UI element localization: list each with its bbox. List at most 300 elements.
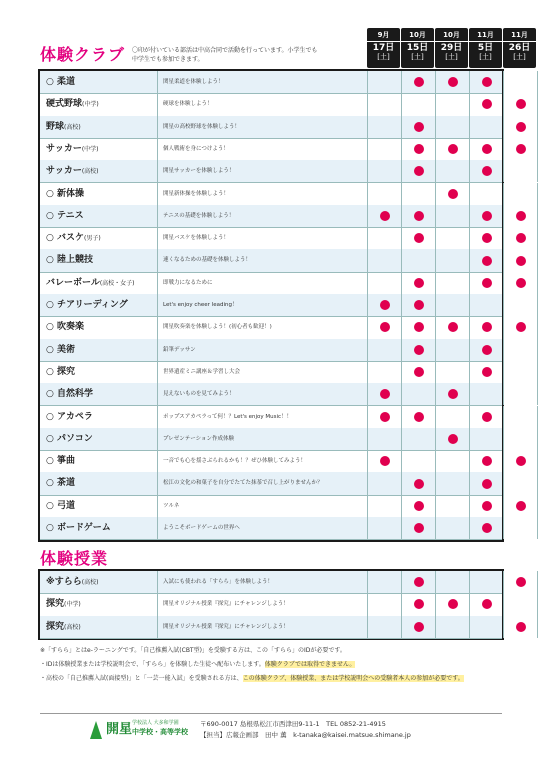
row-name-sub: (高校) <box>81 579 99 586</box>
table-row <box>40 205 502 228</box>
row-name-sub: (高校) <box>81 168 99 176</box>
table-row <box>40 272 502 295</box>
date-wd: [土] <box>377 53 390 61</box>
row-name-text: サッカー <box>46 166 82 177</box>
row-description: ポップスアカペラって何！？Let's enjoy Music！！ <box>158 406 368 428</box>
row-name-text: ○ 箏曲 <box>46 456 75 467</box>
row-description: 開星サッカーを体験しよう！ <box>158 160 368 182</box>
date-cell <box>436 316 470 338</box>
date-cell <box>470 450 504 472</box>
table-row <box>40 227 502 250</box>
row-name-sub: (中学) <box>82 101 99 109</box>
row-description: 開星新体操を体験しよう！ <box>158 183 368 205</box>
row-name <box>40 71 158 93</box>
date-cell <box>436 361 470 383</box>
available-dot-icon <box>448 434 458 444</box>
available-dot-icon <box>482 456 492 466</box>
row-description: 関星柔道を体験しよう！ <box>158 71 368 93</box>
table-row <box>40 116 502 139</box>
school-corp: 学校法人 大多和学園 <box>132 720 179 726</box>
row-name-text: バレーボール <box>46 277 100 288</box>
date-cell <box>402 183 436 205</box>
date-cell <box>470 383 504 405</box>
row-name-sub: (高校・女子) <box>99 279 135 287</box>
row-description: 即戦力になるために <box>158 272 368 294</box>
available-dot-icon <box>516 456 526 466</box>
row-description: 速くなるための基礎を体験しよう！ <box>158 249 368 271</box>
available-dot-icon <box>516 99 526 109</box>
lesson-table <box>38 569 504 640</box>
date-cell <box>402 495 436 517</box>
date-cell <box>436 138 470 160</box>
row-name-sub: (男子) <box>84 235 101 243</box>
date-day: 15日 <box>406 43 429 53</box>
available-dot-icon <box>414 300 424 310</box>
available-dot-icon <box>482 144 492 154</box>
date-cell <box>402 227 436 249</box>
date-cell <box>470 205 504 227</box>
date-cell <box>436 183 470 205</box>
date-cell <box>470 272 504 294</box>
row-name <box>40 138 158 160</box>
date-cell <box>436 205 470 227</box>
date-cell <box>368 71 402 93</box>
date-cell <box>368 116 402 138</box>
available-dot-icon <box>414 77 424 87</box>
row-name <box>40 249 158 271</box>
row-description: 鉛筆デッサン <box>158 339 368 361</box>
date-cell <box>504 205 538 227</box>
table-row <box>40 450 502 473</box>
date-cell <box>402 361 436 383</box>
date-cell <box>436 249 470 271</box>
available-dot-icon <box>380 389 390 399</box>
date-cell <box>402 517 436 539</box>
available-dot-icon <box>516 233 526 243</box>
date-cell <box>368 316 402 338</box>
date-cell <box>470 316 504 338</box>
date-cell <box>402 472 436 494</box>
row-name <box>40 472 158 494</box>
row-description: 世界遺産ミニ講座＆学習し大会 <box>158 361 368 383</box>
date-cell <box>368 450 402 472</box>
date-cell <box>504 227 538 249</box>
row-name <box>40 205 158 227</box>
row-description: ようこそボードゲームの世界へ <box>158 517 368 539</box>
date-header-4 <box>503 28 536 68</box>
date-wd: [土] <box>513 53 526 61</box>
date-day: 5日 <box>477 43 494 53</box>
date-cell <box>470 593 504 615</box>
available-dot-icon <box>482 99 492 109</box>
available-dot-icon <box>380 456 390 466</box>
row-name-text: ○ 弓道 <box>46 500 75 511</box>
available-dot-icon <box>414 622 424 632</box>
date-cell <box>470 616 504 638</box>
available-dot-icon <box>448 189 458 199</box>
row-name-text: ※すらら <box>46 577 82 587</box>
date-cell <box>470 294 504 316</box>
available-dot-icon <box>380 211 390 221</box>
date-cell <box>504 93 538 115</box>
row-description: 開星吹奏楽を体験しよう！(初心者も歓迎！) <box>158 316 368 338</box>
date-cell <box>368 406 402 428</box>
date-cell <box>504 138 538 160</box>
school-name: 中学校・高等学校 <box>132 728 188 736</box>
available-dot-icon <box>414 479 424 489</box>
row-name <box>40 116 158 138</box>
available-dot-icon <box>482 166 492 176</box>
row-name-sub: (高校) <box>64 123 81 131</box>
date-cell <box>402 138 436 160</box>
date-month: 11月 <box>469 30 502 42</box>
available-dot-icon <box>414 367 424 377</box>
date-cell <box>368 272 402 294</box>
row-name-sub: (高校) <box>64 623 81 631</box>
available-dot-icon <box>448 322 458 332</box>
row-name <box>40 227 158 249</box>
date-cell <box>436 517 470 539</box>
row-name-text: 探究 <box>46 621 65 632</box>
date-cell <box>368 495 402 517</box>
available-dot-icon <box>448 77 458 87</box>
row-name <box>40 593 158 615</box>
row-name-text: ○ バスケ <box>46 233 84 244</box>
date-cell <box>368 339 402 361</box>
table-row <box>40 571 502 594</box>
date-cell <box>402 316 436 338</box>
date-cell <box>470 428 504 450</box>
available-dot-icon <box>516 322 526 332</box>
row-name-text: ○ 新体操 <box>46 188 84 199</box>
date-cell <box>504 593 538 615</box>
date-cell <box>368 160 402 182</box>
row-name-text: 硬式野球 <box>46 99 83 110</box>
row-name-text: ○ ボードゲーム <box>46 523 111 533</box>
row-description: 一音でも心を揺さぶられるかも！？ぜひ体験してみよう！ <box>158 450 368 472</box>
date-header-1 <box>401 28 434 68</box>
lesson-title: 体験授業 <box>40 549 109 568</box>
club-note: 〇印が付いている部活は中高合同で活動を行っています。小学生でも中学生でも参加できます。 <box>132 47 318 63</box>
date-cell <box>470 249 504 271</box>
date-cell <box>504 249 538 271</box>
table-row <box>40 316 502 339</box>
date-cell <box>470 571 504 593</box>
row-description: 入試にも使われる「すらら」を体験しよう！ <box>158 571 368 593</box>
date-cell <box>504 183 538 205</box>
date-cell <box>436 593 470 615</box>
address: 〒690-0017 島根県松江市西津田9-11-1 TEL 0852-21-4915 <box>200 720 386 728</box>
club-table <box>38 69 504 542</box>
available-dot-icon <box>414 211 424 221</box>
date-cell <box>504 616 538 638</box>
row-name <box>40 183 158 205</box>
notes <box>40 644 464 686</box>
contact-person: 【担当】広報企画部 田中 薫 k-tanaka@kaisei.matsue.shimane.jp <box>200 731 411 739</box>
table-row <box>40 361 502 384</box>
date-cell <box>402 205 436 227</box>
available-dot-icon <box>482 256 492 266</box>
date-cell <box>436 495 470 517</box>
row-name-text: ○ 陸上競技 <box>46 255 93 266</box>
row-description: 松江の文化の和菓子を自分でたてた抹茶で召し上がりませんか？ <box>158 472 368 494</box>
date-cell <box>368 383 402 405</box>
row-name-text: ○ 吹奏楽 <box>46 322 84 333</box>
date-cell <box>436 472 470 494</box>
date-cell <box>368 205 402 227</box>
row-name-text: ○ アカペラ <box>46 411 93 422</box>
table-row <box>40 160 502 183</box>
available-dot-icon <box>482 278 492 288</box>
available-dot-icon <box>448 389 458 399</box>
date-cell <box>402 93 436 115</box>
date-cell <box>368 571 402 593</box>
date-cell <box>470 361 504 383</box>
table-row <box>40 71 502 94</box>
note-id: ・IDは体験授業または学校説明会で、「すらら」を体験した生徒へ配布いたします。体験クラブでは取得できません。 <box>40 661 356 668</box>
available-dot-icon <box>380 322 390 332</box>
row-name-text: ○ 柔道 <box>46 77 75 87</box>
date-cell <box>436 116 470 138</box>
date-cell <box>402 593 436 615</box>
available-dot-icon <box>482 501 492 511</box>
table-row <box>40 517 502 540</box>
footer-divider <box>40 713 502 714</box>
date-cell <box>368 472 402 494</box>
date-wd: [土] <box>445 53 458 61</box>
date-cell <box>504 116 538 138</box>
date-cell <box>436 339 470 361</box>
note-surara: ※「すらら」とはe-ラーニングです。「自己推薦入試(CBT型)」を受験する方は、この「すらら」のIDが必要です。 <box>40 647 346 654</box>
available-dot-icon <box>516 622 526 632</box>
date-cell <box>504 272 538 294</box>
available-dot-icon <box>414 322 424 332</box>
date-cell <box>470 160 504 182</box>
available-dot-icon <box>414 577 424 587</box>
row-description: 開星オリジナル授業『探究』にチャレンジしよう！ <box>158 593 368 615</box>
date-cell <box>402 160 436 182</box>
date-cell <box>436 93 470 115</box>
row-name <box>40 272 158 294</box>
date-cell <box>436 383 470 405</box>
date-day: 26日 <box>508 43 531 53</box>
row-name <box>40 571 158 593</box>
available-dot-icon <box>482 367 492 377</box>
row-description: ツルネ <box>158 495 368 517</box>
table-row <box>40 339 502 362</box>
date-cell <box>436 160 470 182</box>
contact-info <box>200 719 411 741</box>
row-name <box>40 383 158 405</box>
date-wd: [土] <box>411 53 424 61</box>
date-cell <box>368 93 402 115</box>
date-day: 29日 <box>440 43 463 53</box>
date-cell <box>368 227 402 249</box>
club-title: 体験クラブ <box>40 45 126 64</box>
available-dot-icon <box>448 144 458 154</box>
date-cell <box>470 472 504 494</box>
date-header-2 <box>435 28 468 68</box>
date-cell <box>402 272 436 294</box>
row-name <box>40 450 158 472</box>
row-name <box>40 616 158 638</box>
row-name <box>40 339 158 361</box>
row-name-text: ○ 茶道 <box>46 478 75 489</box>
row-name <box>40 160 158 182</box>
date-cell <box>402 116 436 138</box>
row-name <box>40 517 158 539</box>
date-cell <box>470 517 504 539</box>
row-name <box>40 428 158 450</box>
available-dot-icon <box>414 345 424 355</box>
date-month: 10月 <box>435 30 468 42</box>
available-dot-icon <box>414 412 424 422</box>
date-wd: [土] <box>479 53 492 61</box>
row-description: プレゼンテーション作成体験 <box>158 428 368 450</box>
table-row <box>40 593 502 616</box>
table-row <box>40 183 502 206</box>
date-cell <box>402 249 436 271</box>
date-cell <box>368 593 402 615</box>
date-cell <box>436 272 470 294</box>
date-cell <box>402 571 436 593</box>
available-dot-icon <box>482 322 492 332</box>
date-cell <box>402 406 436 428</box>
available-dot-icon <box>414 501 424 511</box>
date-header-0 <box>367 28 400 68</box>
table-row <box>40 428 502 451</box>
row-name-text: ○ 探究 <box>46 366 75 377</box>
available-dot-icon <box>482 211 492 221</box>
table-row <box>40 616 502 639</box>
date-cell <box>368 517 402 539</box>
row-name-text: ○ テニス <box>46 210 84 221</box>
date-cell <box>470 116 504 138</box>
available-dot-icon <box>482 77 492 87</box>
row-name <box>40 316 158 338</box>
available-dot-icon <box>516 211 526 221</box>
row-name <box>40 495 158 517</box>
date-cell <box>504 383 538 405</box>
available-dot-icon <box>414 599 424 609</box>
available-dot-icon <box>414 278 424 288</box>
row-name-text: ○ 自然科学 <box>46 389 93 400</box>
row-name-text: ○ チアリーディング <box>46 300 128 310</box>
date-cell <box>504 294 538 316</box>
available-dot-icon <box>448 599 458 609</box>
available-dot-icon <box>516 501 526 511</box>
date-cell <box>402 450 436 472</box>
date-cell <box>402 339 436 361</box>
available-dot-icon <box>482 412 492 422</box>
available-dot-icon <box>414 122 424 132</box>
date-cell <box>436 616 470 638</box>
date-day: 17日 <box>372 43 395 53</box>
available-dot-icon <box>414 523 424 533</box>
available-dot-icon <box>482 599 492 609</box>
available-dot-icon <box>516 122 526 132</box>
date-cell <box>504 517 538 539</box>
table-row <box>40 495 502 518</box>
date-cell <box>504 571 538 593</box>
date-header-3 <box>469 28 502 68</box>
table-row <box>40 138 502 161</box>
row-name <box>40 361 158 383</box>
date-month: 9月 <box>367 30 400 42</box>
table-row <box>40 294 502 317</box>
date-cell <box>470 183 504 205</box>
available-dot-icon <box>516 278 526 288</box>
table-row <box>40 472 502 495</box>
date-month: 11月 <box>503 30 536 42</box>
date-cell <box>368 428 402 450</box>
row-name-text: 探究 <box>46 599 65 610</box>
available-dot-icon <box>482 479 492 489</box>
date-cell <box>504 472 538 494</box>
row-description: 見えないものを見てみよう！ <box>158 383 368 405</box>
row-description: Let's enjoy cheer leading！ <box>158 294 368 316</box>
date-cell <box>470 138 504 160</box>
date-cell <box>436 406 470 428</box>
row-name <box>40 93 158 115</box>
row-description: テニスの基礎を体験しよう！ <box>158 205 368 227</box>
date-cell <box>368 616 402 638</box>
available-dot-icon <box>482 233 492 243</box>
table-row <box>40 383 502 406</box>
available-dot-icon <box>414 144 424 154</box>
date-cell <box>402 383 436 405</box>
row-description: 個人戦術を身につけよう！ <box>158 138 368 160</box>
date-cell <box>436 571 470 593</box>
table-row <box>40 406 502 429</box>
date-cell <box>368 183 402 205</box>
row-name-text: ○ 美術 <box>46 344 75 355</box>
available-dot-icon <box>414 233 424 243</box>
date-cell <box>504 428 538 450</box>
available-dot-icon <box>516 144 526 154</box>
row-name-sub: (中学) <box>64 601 81 609</box>
row-description: 開星の高校野球を体験しよう！ <box>158 116 368 138</box>
available-dot-icon <box>414 166 424 176</box>
date-cell <box>368 361 402 383</box>
available-dot-icon <box>482 345 492 355</box>
row-name-text: ○ パソコン <box>46 433 93 444</box>
available-dot-icon <box>482 523 492 533</box>
table-row <box>40 93 502 116</box>
row-description: 硬球を体験しよう！ <box>158 93 368 115</box>
date-cell <box>402 428 436 450</box>
date-cell <box>504 450 538 472</box>
date-cell <box>470 406 504 428</box>
date-cell <box>504 316 538 338</box>
note-exam: ・高校の「自己推薦入試(面接型)」と「一芸一能入試」を受験される方は、この体験クラブ、体験授業、または学校説明会への受験者本人の参加が必要です。 <box>40 675 464 682</box>
row-name <box>40 294 158 316</box>
date-cell <box>368 249 402 271</box>
date-cell <box>470 93 504 115</box>
available-dot-icon <box>380 412 390 422</box>
date-cell <box>436 294 470 316</box>
available-dot-icon <box>380 300 390 310</box>
date-cell <box>504 495 538 517</box>
date-cell <box>436 71 470 93</box>
row-name-text: 野球 <box>46 121 65 132</box>
available-dot-icon <box>516 577 526 587</box>
date-cell <box>402 616 436 638</box>
date-cell <box>504 406 538 428</box>
row-description: 開星オリジナル授業『探究』にチャレンジしよう！ <box>158 616 368 638</box>
date-cell <box>470 339 504 361</box>
date-cell <box>470 227 504 249</box>
